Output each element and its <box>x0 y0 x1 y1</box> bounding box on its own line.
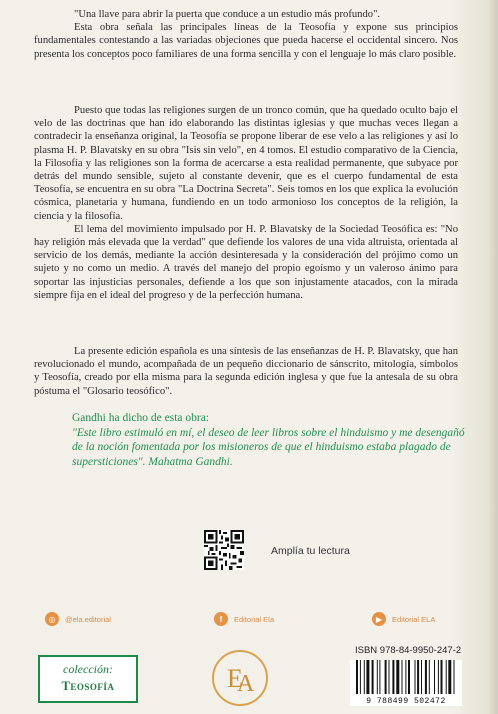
barcode-bars <box>350 660 462 696</box>
edition-paragraph: La presente edición española es una síntesis de las enseñanzas de H. P. Blavatsky, que han revolucionado el mundo, acompañada de un pequeño diccionario de sánscrito, mitología, símbolos y Teosofía, creado por ella misma para la segunda edición inglesa y que fue la antesala de su obra póstuma el "Glosario teosófico". <box>34 346 458 397</box>
youtube-handle: Editorial ELA <box>392 614 436 624</box>
qr-code[interactable] <box>204 530 244 570</box>
social-instagram[interactable] <box>45 611 111 627</box>
collection-badge <box>38 655 138 703</box>
youtube-icon: ▶ <box>372 612 386 626</box>
facebook-icon: f <box>214 612 228 626</box>
gandhi-signature: Mahatma Gandhi <box>148 455 230 468</box>
intro-quote: "Una llave para abrir la puerta que conduce a un estudio más profundo". <box>74 9 381 20</box>
gandhi-quote-text: "Este libro estimuló en mí, el deseo de leer libros sobre el hinduismo y me desengañó de la noción fomentada por los misioneros de que el hinduismo estaba plagado de supersticiones". <box>72 427 465 468</box>
main-description <box>34 104 458 302</box>
instagram-handle: @ela.editorial <box>65 614 111 624</box>
isbn-label: ISBN 978-84-9950-247-2 <box>355 645 462 656</box>
collection-label: colección: <box>63 662 113 676</box>
edition-note <box>34 345 458 398</box>
gandhi-lead: Gandhi ha dicho de esta obra: <box>72 412 209 424</box>
gandhi-quote-block <box>72 411 472 469</box>
barcode <box>350 660 462 706</box>
instagram-icon: ◎ <box>45 612 59 626</box>
description-paragraph-2: El lema del movimiento impulsado por H. P. Blavatsky de la Sociedad Teosófica es: "No hay religión más elevada que la verdad" que defiende los valores de una vida altruista, orientada al servicio de los demás, mediante la acción desinteresada y la consideración del prójimo como un sujeto y no como un medio. A través del manejo del propio egoísmo y un valeroso ánimo para soportar las injusticias personales, defiende a los que son injustamente atacados, con la mirada siempre fija en el ideal del progreso y de la perfección humana. <box>34 223 458 301</box>
social-youtube[interactable] <box>372 611 435 627</box>
social-facebook[interactable] <box>214 611 274 627</box>
intro-section <box>34 8 458 61</box>
gandhi-quote <box>72 426 472 469</box>
gandhi-end: . <box>229 455 233 468</box>
description-paragraph-1: Puesto que todas las religiones surgen de un tronco común, que ha quedado oculto bajo el velo de las doctrinas que han ido elaborando las distintas iglesias y que muchas veces llegan a contradecir la enseñanza original, la Teosofía se propone liberar de ese velo a las religiones y así lo plasma H. P. Blavatsky en su obra "Isis sin velo", en 4 tomos. El estudio comparativo de la Ciencia, la Filosofía y las religiones son la forma de acercarse a esta realidad permanente, que subyace por detrás del mundo sensible, sujeto al constante devenir, que es el cuerpo fundamental de esta Teosofía, se encuentra en su obra "La Doctrina Secreta". Seis tomos en los que explica la evolución cósmica, planetaria y humana, fundiendo en un todo armonioso los conceptos de la religión, la ciencia y la filosofía. <box>34 105 458 222</box>
intro-paragraph: Esta obra señala las principales líneas de la Teosofía y expone sus principios fundamentales contestando a las variadas objeciones que pueda hacerse el occidental sincero. Nos presenta los conceptos poco familiares de una forma sencilla y con el lenguaje lo más claro posible. <box>34 22 458 60</box>
facebook-handle: Editorial Ela <box>234 614 275 624</box>
collection-name: Teosofía <box>61 679 115 693</box>
publisher-logo-mark <box>220 658 260 698</box>
qr-caption: Amplía tu lectura <box>271 545 350 557</box>
barcode-digits: 9 788499 502472 <box>366 697 446 706</box>
svg-text:A: A <box>237 671 255 697</box>
publisher-logo <box>212 650 268 706</box>
svg-text:E: E <box>227 664 243 693</box>
